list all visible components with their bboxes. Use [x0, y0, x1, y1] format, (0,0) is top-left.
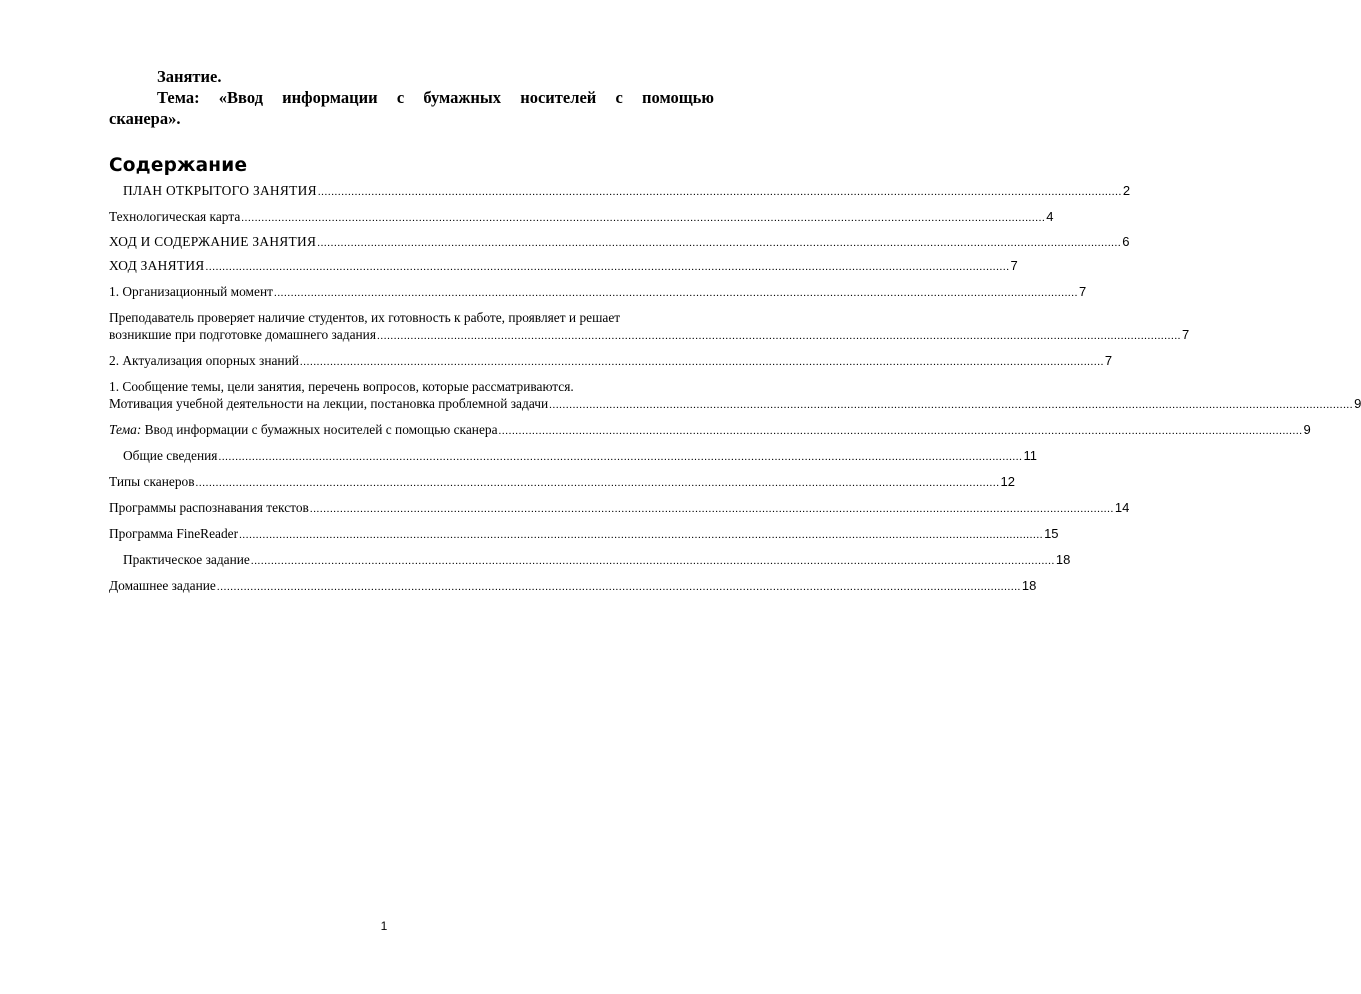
toc-entry[interactable] — [109, 474, 1016, 491]
toc-entry-text: Общие сведения — [123, 448, 218, 463]
toc-entry-text: Программы распознавания текстов — [109, 500, 309, 515]
toc-entry-page: 14 — [1114, 500, 1130, 515]
toc-entry-page: 15 — [1044, 526, 1059, 541]
toc-entry-text: Практическое задание — [123, 552, 250, 567]
toc-leader: ................................................................................................................................................................................................................................................ — [241, 212, 1046, 224]
toc-leader: ................................................................................................................................................................................................................................................ — [205, 261, 1010, 273]
toc-entry-text: Домашнее задание — [109, 578, 216, 593]
lesson-topic: Тема: «Ввод информации с бумажных носителей с помощью сканера». — [109, 88, 714, 128]
toc-leader: ................................................................................................................................................................................................................................................ — [377, 330, 1182, 342]
toc-entry-page: 7 — [1104, 353, 1113, 368]
table-of-contents — [109, 183, 1361, 595]
toc-entry-text: Типы сканеров — [109, 474, 195, 489]
toc-leader: ................................................................................................................................................................................................................................................ — [273, 287, 1078, 299]
toc-entry-page: 4 — [1046, 209, 1054, 224]
toc-leader: ................................................................................................................................................................................................................................................ — [317, 237, 1122, 249]
toc-entry[interactable] — [109, 284, 1087, 301]
toc-entry[interactable] — [109, 379, 1361, 413]
toc-entry-page: 11 — [1023, 448, 1037, 463]
toc-entry-page: 18 — [1055, 552, 1071, 567]
toc-entry-text: ХОД И СОДЕРЖАНИЕ ЗАНЯТИЯ — [109, 234, 317, 249]
lesson-label: Занятие. — [157, 67, 222, 86]
toc-leader: ................................................................................................................................................................................................................................................ — [309, 503, 1114, 515]
toc-entry-page: 12 — [1000, 474, 1016, 489]
toc-entry-page: 6 — [1122, 234, 1130, 249]
toc-leader: ................................................................................................................................................................................................................................................ — [250, 555, 1055, 567]
toc-entry-page: 9 — [1303, 422, 1311, 437]
page-number: 1 — [380, 919, 388, 933]
toc-entry[interactable] — [109, 258, 1018, 275]
toc-title: Содержание — [109, 155, 248, 176]
toc-entry[interactable] — [123, 448, 1037, 465]
toc-entry-text: 1. Организационный момент — [109, 284, 273, 299]
toc-entry-text: Программа FineReader — [109, 526, 239, 541]
toc-entry-page: 2 — [1122, 183, 1131, 198]
toc-entry-prefix: Тема: — [109, 422, 142, 437]
toc-leader: ................................................................................................................................................................................................................................................ — [195, 477, 1000, 489]
toc-entry-page: 9 — [1354, 396, 1361, 411]
toc-leader: ................................................................................................................................................................................................................................................ — [239, 529, 1044, 541]
toc-leader: ................................................................................................................................................................................................................................................ — [299, 356, 1104, 368]
toc-entry[interactable] — [109, 234, 1130, 251]
toc-entry-page: 7 — [1010, 258, 1018, 273]
toc-entry[interactable] — [123, 183, 1131, 200]
toc-entry-text: возникшие при подготовке домашнего задания — [109, 327, 377, 342]
toc-entry-page: 7 — [1078, 284, 1087, 299]
toc-entry-first-line: Преподаватель проверяет наличие студентов, их готовность к работе, проявляет и решает — [109, 310, 621, 325]
toc-entry[interactable] — [109, 500, 1130, 517]
toc-entry-text: ПЛАН ОТКРЫТОГО ЗАНЯТИЯ — [123, 183, 317, 198]
toc-entry-text: ХОД ЗАНЯТИЯ — [109, 258, 205, 273]
lesson-heading — [109, 66, 714, 129]
toc-entry[interactable] — [109, 422, 1311, 439]
toc-entry[interactable] — [109, 526, 1059, 543]
toc-entry[interactable] — [109, 209, 1054, 226]
toc-leader: ................................................................................................................................................................................................................................................ — [218, 451, 1023, 463]
toc-leader: ................................................................................................................................................................................................................................................ — [216, 581, 1021, 593]
toc-entry[interactable] — [109, 578, 1037, 595]
toc-entry[interactable] — [123, 552, 1071, 569]
toc-entry-text: Технологическая карта — [109, 209, 241, 224]
toc-leader: ................................................................................................................................................................................................................................................ — [549, 399, 1354, 411]
toc-entry[interactable] — [109, 353, 1113, 370]
toc-entry-page: 7 — [1182, 327, 1190, 342]
toc-entry-text: 2. Актуализация опорных знаний — [109, 353, 299, 368]
toc-leader: ................................................................................................................................................................................................................................................ — [498, 425, 1303, 437]
toc-entry-page: 18 — [1021, 578, 1037, 593]
toc-entry-first-line: 1. Сообщение темы, цели занятия, перечень вопросов, которые рассматриваются. — [109, 379, 574, 394]
toc-entry[interactable] — [109, 310, 1190, 344]
toc-entry-text: Ввод информации с бумажных носителей с помощью сканера — [141, 422, 498, 437]
toc-entry-text: Мотивация учебной деятельности на лекции, постановка проблемной задачи — [109, 396, 549, 411]
toc-leader: ................................................................................................................................................................................................................................................ — [317, 186, 1122, 198]
